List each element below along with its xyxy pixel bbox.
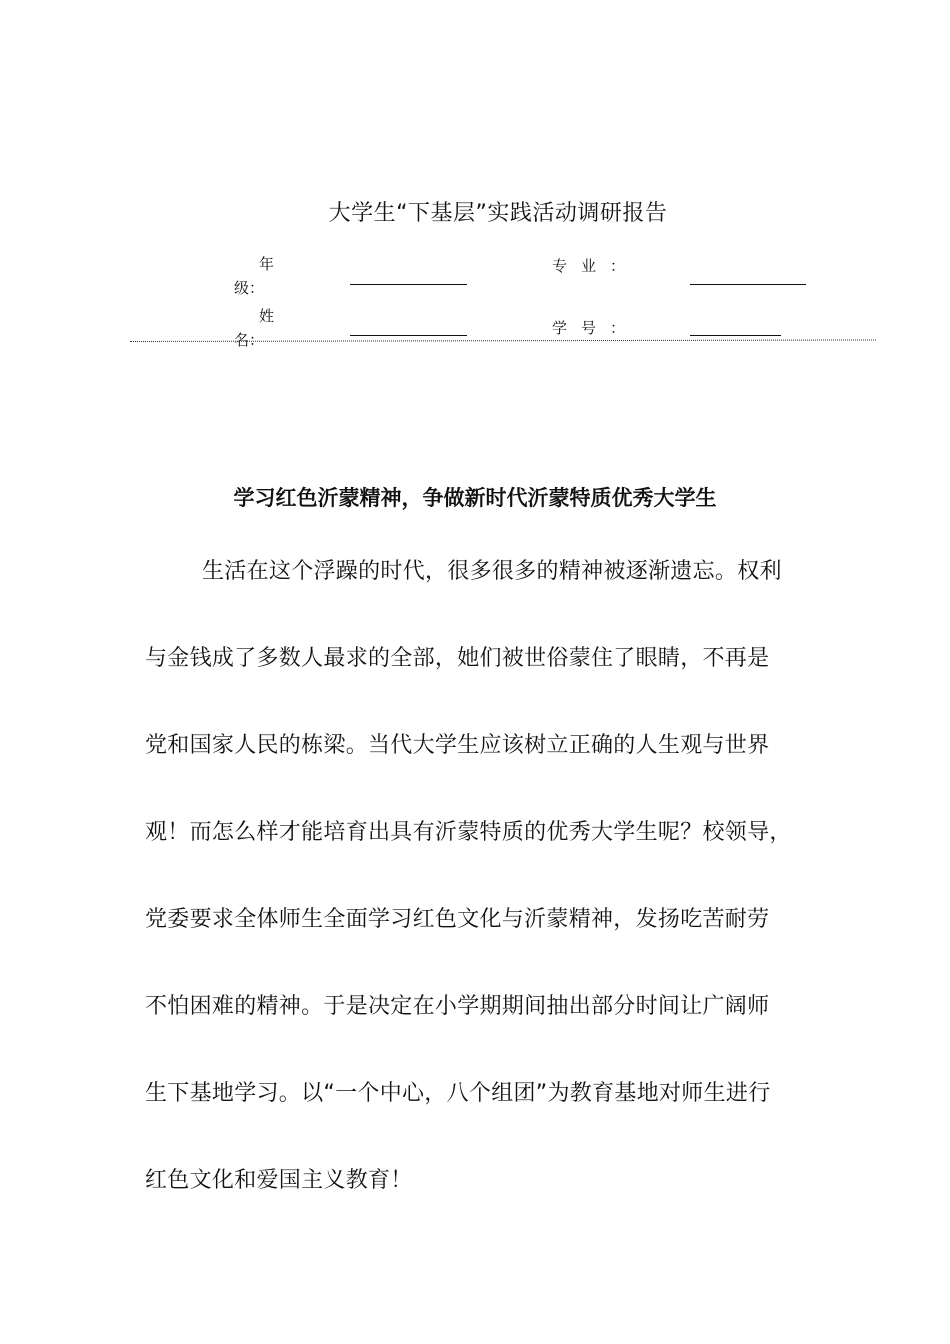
report-title: 大学生“下基层”实践活动调研报告	[328, 201, 668, 226]
student-id-label: 学号：	[552, 319, 640, 337]
essay-line: 与金钱成了多数人最求的全部，她们被世俗蒙住了眼睛，不再是	[145, 646, 770, 671]
essay-line: 红色文化和爱国主义教育！	[145, 1168, 413, 1193]
name-blank-field[interactable]	[350, 335, 467, 336]
essay-line: 生下基地学习。以“一个中心，八个组团”为教育基地对师生进行	[145, 1081, 771, 1106]
name-label	[234, 304, 294, 352]
essay-line: 党委要求全体师生全面学习红色文化与沂蒙精神，发扬吃苦耐劳	[145, 907, 770, 932]
essay-heading: 学习红色沂蒙精神，争做新时代沂蒙特质优秀大学生	[233, 486, 717, 510]
grade-blank-field[interactable]	[350, 284, 467, 285]
grade-label	[234, 252, 294, 300]
grade-label-line2: 级：	[234, 279, 265, 297]
essay-body	[145, 552, 825, 1248]
student-id-blank-field[interactable]	[690, 335, 781, 336]
major-blank-field[interactable]	[690, 284, 806, 285]
name-label-line2: 名：	[234, 331, 265, 349]
essay-line: 党和国家人民的栋梁。当代大学生应该树立正确的人生观与世界	[145, 733, 770, 758]
grade-label-line1: 年	[259, 255, 275, 273]
essay-line: 观！而怎么样才能培育出具有沂蒙特质的优秀大学生呢？校领导，	[145, 820, 792, 845]
name-label-line1: 姓	[259, 307, 275, 325]
essay-line: 不怕困难的精神。于是决定在小学期期间抽出部分时间让广阔师	[145, 994, 770, 1019]
major-label: 专业：	[552, 257, 640, 275]
header-divider	[130, 339, 876, 342]
essay-line: 生活在这个浮躁的时代，很多很多的精神被逐渐遗忘。权利	[202, 559, 782, 584]
